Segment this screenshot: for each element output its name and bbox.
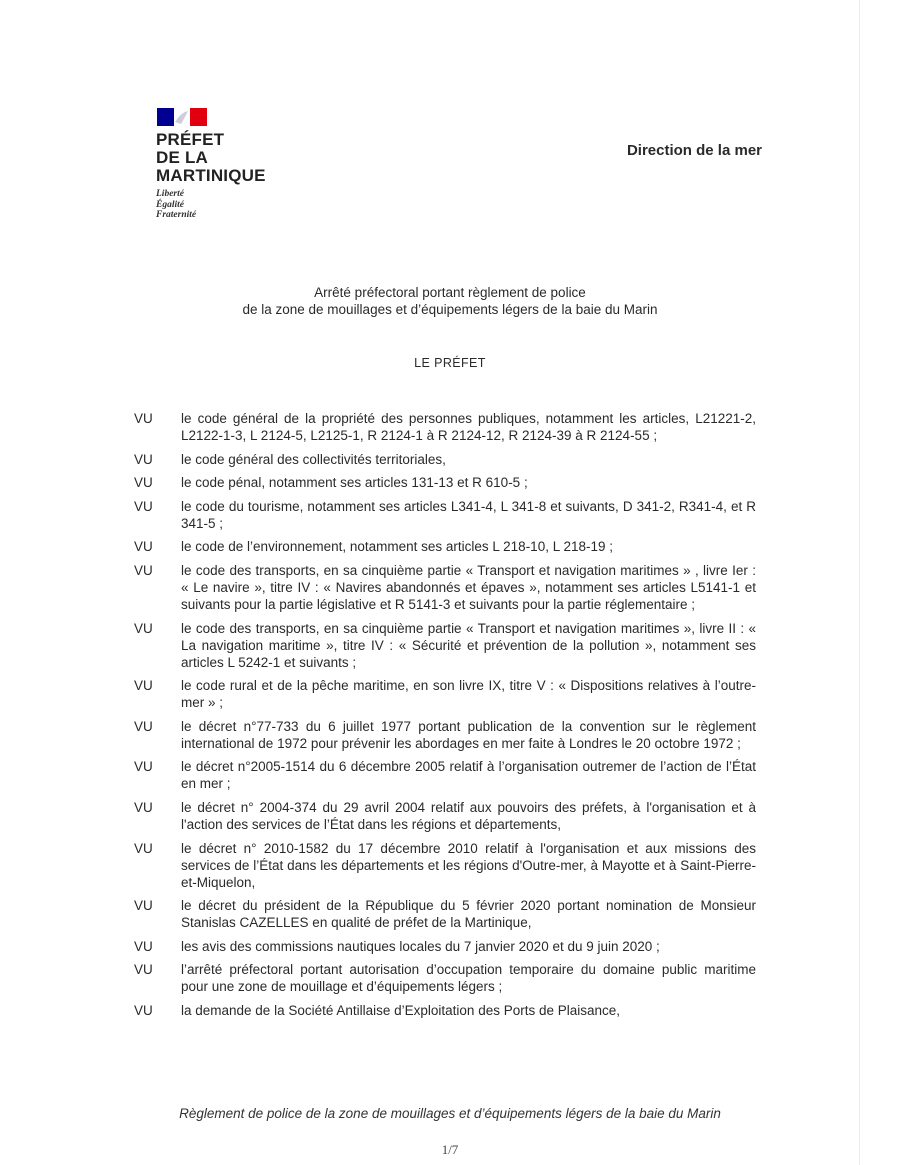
decree-title-line: de la zone de mouillages et d’équipements légers de la baie du Marin bbox=[242, 302, 658, 317]
legal-basis-item bbox=[134, 677, 756, 711]
vu-label: VU bbox=[134, 475, 153, 491]
legal-basis-item bbox=[134, 961, 756, 995]
legal-basis-item bbox=[134, 451, 756, 468]
legal-basis-item bbox=[134, 718, 756, 752]
republic-motto bbox=[156, 189, 196, 221]
decree-title-line: Arrêté préfectoral portant règlement de police bbox=[314, 285, 586, 300]
page-number: 1/7 bbox=[441, 1142, 459, 1157]
legal-basis-text: l’arrêté préfectoral portant autorisation d’occupation temporaire du domaine public maritime pour une zone de mouillage et d’équipements légers ; bbox=[181, 962, 756, 995]
legal-basis-item bbox=[134, 938, 756, 955]
motto-line: Fraternité bbox=[156, 210, 197, 220]
legal-basis-text: le code général de la propriété des personnes publiques, notamment les articles, L21221-2, L2122-1-3, L 2124-5, L2125-1, R 2124-1 à R 2124-12, R 2124-39 à R 2124-55 ; bbox=[181, 411, 756, 443]
running-footer-title: Règlement de police de la zone de mouillages et d’équipements légers de la baie du Marin bbox=[179, 1106, 721, 1121]
legal-basis-item bbox=[134, 562, 756, 613]
vu-label: VU bbox=[134, 718, 153, 734]
department-heading: Direction de la mer bbox=[626, 142, 762, 159]
legal-basis-item bbox=[134, 1002, 756, 1019]
legal-basis-list bbox=[134, 410, 756, 1026]
marianne-flag-logo bbox=[157, 108, 207, 126]
vu-label: VU bbox=[134, 539, 153, 555]
legal-basis-item bbox=[134, 758, 756, 792]
legal-basis-text: le code général des collectivités territoriales, bbox=[181, 451, 446, 467]
legal-basis-text: le code rural et de la pêche maritime, en son livre IX, titre V : « Dispositions relatives à l’outre-mer » ; bbox=[181, 678, 756, 711]
legal-basis-text: le code du tourisme, notamment ses articles L341-4, L 341-8 et suivants, D 341-2, R341-4, et R 341-5 ; bbox=[181, 498, 756, 531]
legal-basis-text: les avis des commissions nautiques locales du 7 janvier 2020 et du 9 juin 2020 ; bbox=[181, 938, 660, 954]
legal-basis-item bbox=[134, 410, 756, 444]
legal-basis-item bbox=[134, 620, 756, 671]
legal-basis-text: le code pénal, notamment ses articles 131-13 et R 610-5 ; bbox=[181, 475, 528, 491]
legal-basis-text: le décret n°77-733 du 6 juillet 1977 portant publication de la convention sur le règlement international de 1972 pour prévenir les abordages en mer faite à Londres le 20 octobre 1972 ; bbox=[181, 718, 756, 751]
legal-basis-text: la demande de la Société Antillaise d’Exploitation des Ports de Plaisance, bbox=[181, 1002, 621, 1018]
vu-label: VU bbox=[134, 938, 153, 954]
prefecture-name-line: PRÉFET bbox=[156, 130, 225, 149]
legal-basis-text: le décret du président de la République du 5 février 2020 portant nomination de Monsieur Stanislas CAZELLES en qualité de préfet de la Martinique, bbox=[181, 898, 756, 931]
vu-label: VU bbox=[134, 678, 153, 694]
scan-edge bbox=[859, 0, 860, 1165]
vu-label: VU bbox=[134, 620, 153, 636]
vu-label: VU bbox=[134, 840, 153, 856]
authority-heading: LE PRÉFET bbox=[414, 356, 486, 370]
legal-basis-item bbox=[134, 840, 756, 891]
prefecture-name-line: MARTINIQUE bbox=[156, 166, 266, 185]
decree-title bbox=[150, 284, 750, 318]
legal-basis-item bbox=[134, 897, 756, 931]
vu-label: VU bbox=[134, 898, 153, 914]
vu-label: VU bbox=[134, 962, 153, 978]
vu-label: VU bbox=[134, 799, 153, 815]
legal-basis-text: le code des transports, en sa cinquième partie « Transport et navigation maritimes » , livre Ier : « Le navire », titre IV : « Navires abandonnés et épaves », notamment ses articles L5141-1 et suivants pour la partie législative et R 5141-3 et suivants pour la partie réglementaire ; bbox=[181, 562, 756, 612]
legal-basis-item bbox=[134, 474, 756, 491]
vu-label: VU bbox=[134, 411, 153, 426]
legal-basis-item bbox=[134, 538, 756, 555]
prefecture-name-line: DE LA bbox=[156, 148, 208, 167]
motto-line: Égalité bbox=[156, 199, 184, 210]
vu-label: VU bbox=[134, 451, 153, 467]
motto-line: Liberté bbox=[156, 189, 184, 199]
legal-basis-text: le code des transports, en sa cinquième partie « Transport et navigation maritimes », livre II : « La navigation maritime », titre IV : « Sécurité et prévention de la pollution », notamment ses articles L 5242-1 et suivants ; bbox=[181, 620, 756, 670]
vu-label: VU bbox=[134, 562, 153, 578]
prefecture-name bbox=[156, 131, 266, 185]
vu-label: VU bbox=[134, 498, 153, 514]
legal-basis-text: le décret n° 2010-1582 du 17 décembre 2010 relatif à l'organisation et aux missions des services de l’État dans les départements et les régions d'Outre-mer, à Mayotte et à Saint-Pierre-et-Miquelon, bbox=[181, 840, 756, 890]
legal-basis-text: le code de l’environnement, notamment ses articles L 218-10, L 218-19 ; bbox=[181, 539, 613, 555]
legal-basis-item bbox=[134, 498, 756, 532]
legal-basis-item bbox=[134, 799, 756, 833]
legal-basis-text: le décret n°2005-1514 du 6 décembre 2005 relatif à l’organisation outremer de l’action de l’État en mer ; bbox=[181, 759, 756, 792]
legal-basis-text: le décret n° 2004-374 du 29 avril 2004 relatif aux pouvoirs des préfets, à l'organisation et à l'action des services de l’État dans les régions et départements, bbox=[181, 799, 756, 832]
vu-label: VU bbox=[134, 1002, 153, 1018]
vu-label: VU bbox=[134, 759, 153, 775]
